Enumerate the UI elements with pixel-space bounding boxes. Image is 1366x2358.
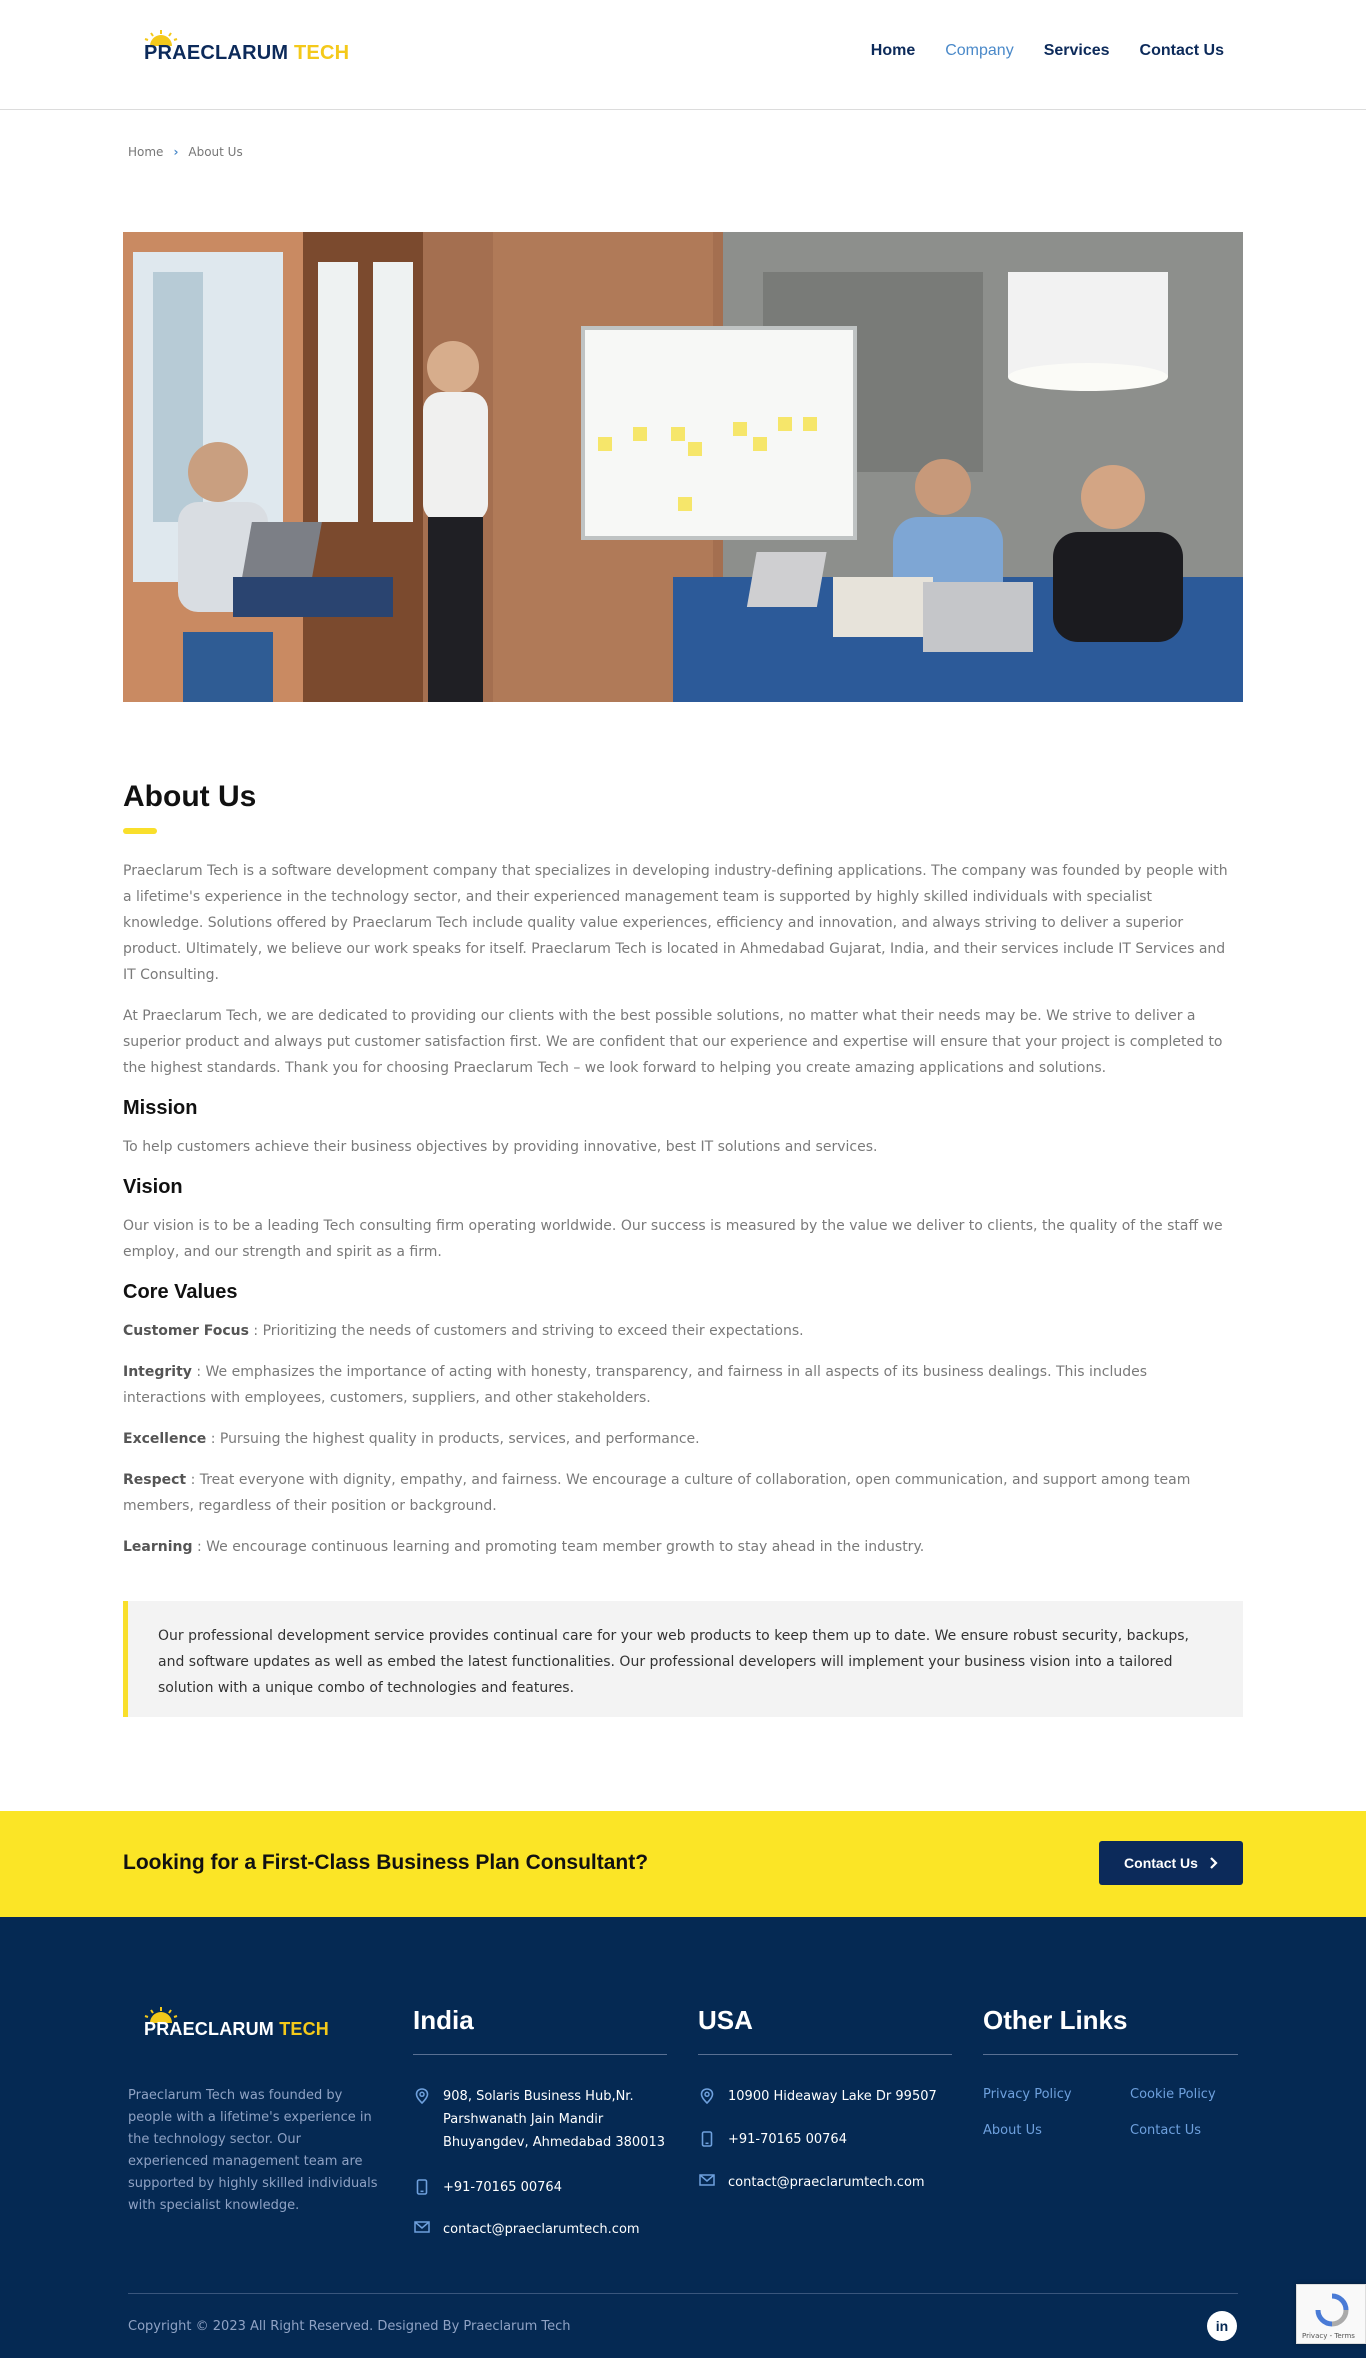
breadcrumb-current: About Us bbox=[188, 145, 243, 159]
linkedin-icon[interactable]: in bbox=[1207, 2311, 1237, 2341]
breadcrumb bbox=[128, 145, 243, 159]
core-values-heading: Core Values bbox=[123, 1281, 238, 1303]
phone-icon bbox=[698, 2128, 716, 2151]
site-footer bbox=[0, 1917, 1366, 2358]
india-address: 908, Solaris Business Hub,Nr. Parshwanath Jain Mandir Bhuyangdev, Ahmedabad 380013 bbox=[413, 2085, 665, 2154]
usa-heading: USA bbox=[698, 2005, 952, 2055]
nav-home[interactable]: Home bbox=[870, 42, 916, 59]
footer-brand-logo[interactable] bbox=[142, 2007, 352, 2043]
mission-text: To help customers achieve their business objectives by providing innovative, best IT solutions and services. bbox=[123, 1139, 878, 1155]
footer-brand-name: PRAECLARUM TECH bbox=[144, 2019, 330, 2039]
cookie-policy-link[interactable]: Cookie Policy bbox=[1130, 2087, 1216, 2102]
site-header bbox=[0, 0, 1366, 110]
recaptcha-terms: Privacy - Terms bbox=[1302, 2332, 1355, 2340]
about-paragraph-2: At Praeclarum Tech, we are dedicated to providing our clients with the best possible solutions, no matter what their needs may be. We strive to deliver a superior product and always put customer satisfaction first. We are confident that our experience and expertise will ensure that your project is completed to the highest standards. Thank you for choosing Praeclarum Tech – we look forward to helping you create amazing applications and solutions. bbox=[123, 1008, 1223, 1076]
cta-button-label: Contact Us bbox=[1124, 1855, 1198, 1871]
main-nav bbox=[871, 42, 1224, 60]
page-title: About Us bbox=[123, 780, 257, 813]
mission-heading: Mission bbox=[123, 1097, 198, 1119]
title-underline bbox=[123, 828, 157, 834]
cta-title: Looking for a First-Class Business Plan Consultant? bbox=[123, 1851, 649, 1874]
usa-phone[interactable]: +91-70165 00764 bbox=[698, 2128, 847, 2151]
nav-services[interactable]: Services bbox=[1043, 42, 1110, 59]
chevron-right-icon bbox=[1210, 1857, 1218, 1869]
cta-contact-button[interactable] bbox=[1099, 1841, 1243, 1885]
vision-text: Our vision is to be a leading Tech consulting firm operating worldwide. Our success is measured by the value we deliver to clients, the quality of the staff we employ, and our strength and spirit as a firm. bbox=[123, 1218, 1223, 1260]
recaptcha-badge[interactable] bbox=[1296, 2284, 1366, 2344]
usa-address: 10900 Hideaway Lake Dr 99507 bbox=[698, 2085, 937, 2108]
footer-description: Praeclarum Tech was founded by people with a lifetime's experience in the technology sector. Our experienced management team are supported by highly skilled individuals with specialist knowledge. bbox=[128, 2088, 378, 2213]
breadcrumb-home[interactable]: Home bbox=[128, 145, 164, 159]
contact-us-link[interactable]: Contact Us bbox=[1130, 2123, 1201, 2138]
india-phone[interactable]: +91-70165 00764 bbox=[413, 2176, 562, 2199]
footer-usa-column bbox=[698, 2005, 952, 2055]
brand-logo[interactable] bbox=[142, 30, 352, 66]
core-value-customer-focus: Customer Focus : Prioritizing the needs of customers and striving to exceed their expectations. bbox=[123, 1323, 804, 1339]
phone-icon bbox=[413, 2176, 431, 2199]
core-value-excellence: Excellence : Pursuing the highest quality in products, services, and performance. bbox=[123, 1431, 700, 1447]
india-email[interactable]: contact@praeclarumtech.com bbox=[413, 2218, 640, 2241]
other-links-heading: Other Links bbox=[983, 2005, 1238, 2055]
footer-divider bbox=[128, 2293, 1238, 2294]
recaptcha-icon bbox=[1315, 2293, 1349, 2327]
privacy-policy-link[interactable]: Privacy Policy bbox=[983, 2087, 1072, 2102]
usa-email[interactable]: contact@praeclarumtech.com bbox=[698, 2171, 925, 2194]
chevron-right-icon: › bbox=[173, 145, 179, 159]
mail-icon bbox=[698, 2171, 716, 2194]
footer-links-column bbox=[983, 2005, 1238, 2055]
core-value-respect: Respect : Treat everyone with dignity, empathy, and fairness. We encourage a culture of collaboration, open communication, and support among team members, regardless of their position or background. bbox=[123, 1472, 1191, 1514]
location-pin-icon bbox=[413, 2085, 431, 2154]
footer-india-column bbox=[413, 2005, 667, 2055]
india-heading: India bbox=[413, 2005, 667, 2055]
nav-contact-us[interactable]: Contact Us bbox=[1139, 42, 1224, 59]
brand-name: PRAECLARUM TECH bbox=[144, 42, 350, 64]
core-value-integrity: Integrity : We emphasizes the importance of acting with honesty, transparency, and fairness in all aspects of its business dealings. This includes interactions with employees, customers, suppliers, and other stakeholders. bbox=[123, 1364, 1148, 1406]
copyright-text: Copyright © 2023 All Right Reserved. Designed By Praeclarum Tech bbox=[128, 2319, 571, 2334]
quote-text: Our professional development service provides continual care for your web products to keep them up to date. We ensure robust security, backups, and software updates as well as embed the latest functionalities. Our professional developers will implement your business vision into a tailored solution with a unique combo of technologies and features. bbox=[158, 1628, 1190, 1696]
nav-company[interactable]: Company bbox=[945, 42, 1014, 59]
highlight-quote bbox=[123, 1601, 1243, 1717]
mail-icon bbox=[413, 2218, 431, 2241]
about-us-link[interactable]: About Us bbox=[983, 2123, 1042, 2138]
core-value-learning: Learning : We encourage continuous learning and promoting team member growth to stay ahead in the industry. bbox=[123, 1539, 925, 1555]
hero-image bbox=[123, 232, 1243, 702]
vision-heading: Vision bbox=[123, 1176, 183, 1198]
about-section bbox=[123, 780, 1229, 1575]
cta-banner bbox=[0, 1811, 1366, 1917]
location-pin-icon bbox=[698, 2085, 716, 2108]
about-paragraph-1: Praeclarum Tech is a software development company that specializes in developing industry-defining applications. The company was founded by people with a lifetime's experience in the technology sector, and their experienced management team is supported by highly skilled individuals with specialist knowledge. Solutions offered by Praeclarum Tech include quality value experiences, efficiency and innovation, and always striving to deliver a superior product. Ultimately, we believe our work speaks for itself. Praeclarum Tech is located in Ahmedabad Gujarat, India, and their services include IT Services and IT Consulting. bbox=[123, 863, 1228, 983]
